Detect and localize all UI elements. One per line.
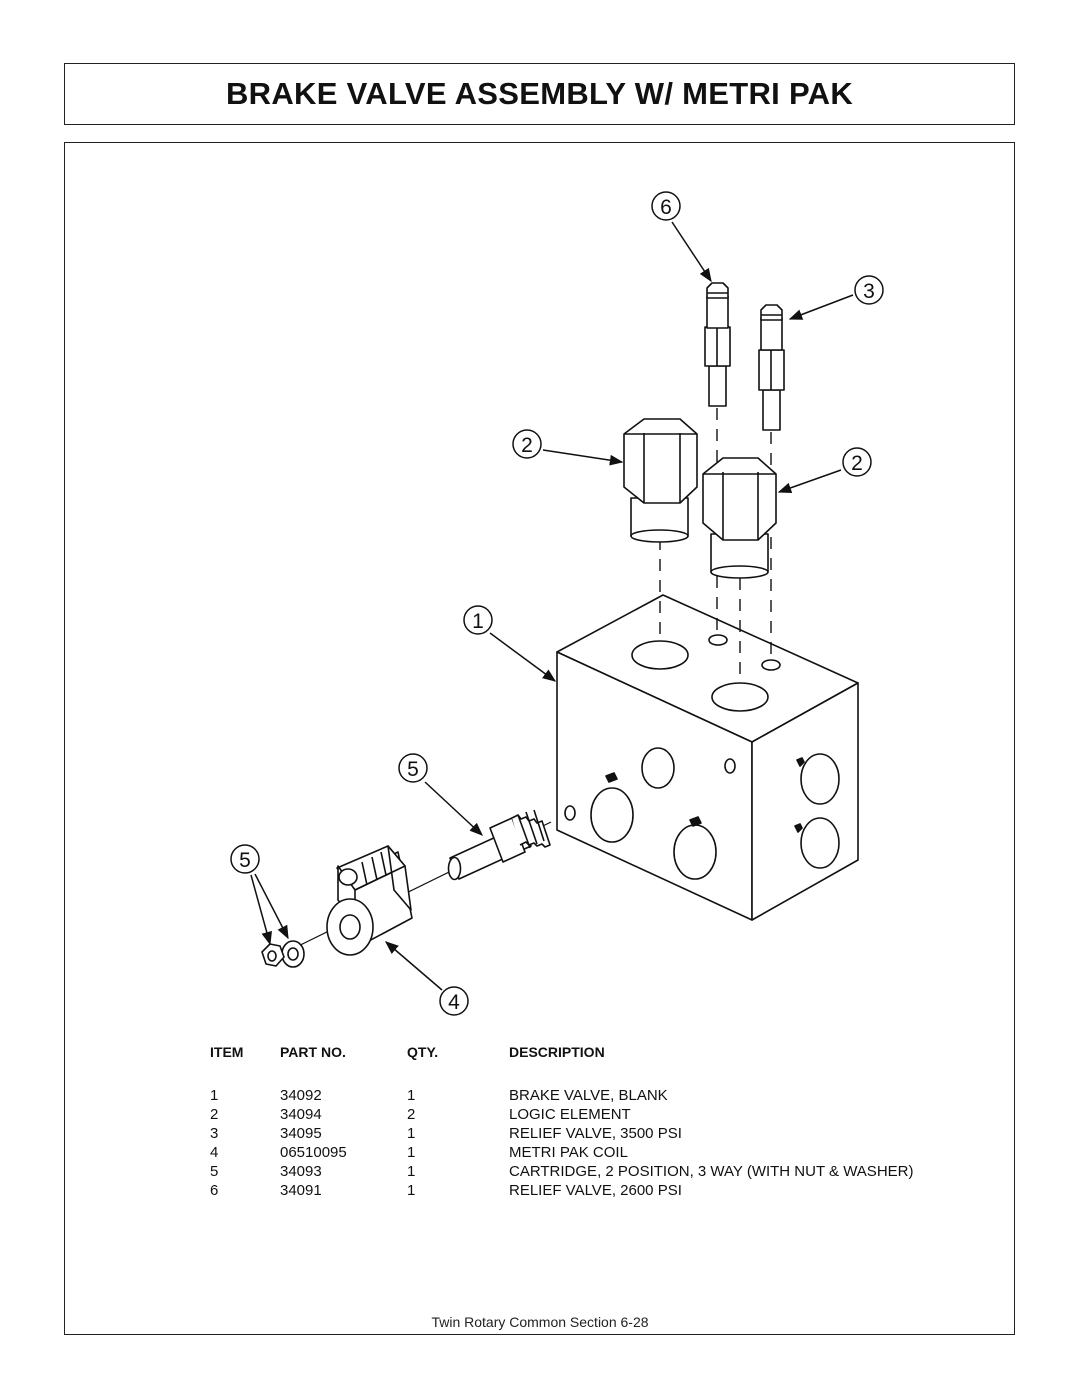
- description-cell: RELIEF VALVE, 3500 PSI: [509, 1125, 682, 1142]
- table-row: [198, 1086, 1009, 1105]
- qty-cell: 2: [407, 1106, 416, 1123]
- washer: [282, 941, 304, 967]
- header-qty: QTY.: [407, 1044, 439, 1060]
- callout-5-cartridge: [399, 754, 482, 835]
- qty-cell: 1: [407, 1144, 416, 1161]
- table-row: [198, 1162, 1009, 1181]
- svg-text:2: 2: [521, 434, 533, 457]
- description-cell: LOGIC ELEMENT: [509, 1106, 631, 1123]
- header-item: ITEM: [210, 1044, 244, 1060]
- part-no-cell: 34095: [280, 1125, 322, 1142]
- relief-valve-6: [705, 283, 730, 406]
- brake-valve-block: [557, 595, 858, 920]
- callout-5-nut-washer: [231, 845, 288, 944]
- qty-cell: 1: [407, 1163, 416, 1180]
- callout-4: [386, 942, 468, 1015]
- table-row: [198, 1105, 1009, 1124]
- svg-text:1: 1: [472, 610, 484, 633]
- header-part-no: PART NO.: [280, 1044, 346, 1060]
- page-footer: Twin Rotary Common Section 6-28: [431, 1314, 649, 1330]
- svg-text:2: 2: [851, 452, 863, 475]
- parts-table-header: [198, 1044, 1009, 1066]
- parts-table: [198, 1044, 1009, 1200]
- item-cell: 3: [210, 1125, 219, 1142]
- page-title: BRAKE VALVE ASSEMBLY W/ METRI PAK: [225, 76, 854, 111]
- item-cell: 2: [210, 1106, 219, 1123]
- table-row: [198, 1143, 1009, 1162]
- header-description: DESCRIPTION: [509, 1044, 605, 1060]
- qty-cell: 1: [407, 1125, 416, 1142]
- qty-cell: 1: [407, 1087, 416, 1104]
- description-cell: BRAKE VALVE, BLANK: [509, 1087, 668, 1104]
- callout-2-right: [779, 448, 871, 492]
- item-cell: 1: [210, 1087, 219, 1104]
- part-no-cell: 06510095: [280, 1144, 347, 1161]
- item-cell: 5: [210, 1163, 219, 1180]
- part-no-cell: 34094: [280, 1106, 322, 1123]
- svg-text:5: 5: [407, 758, 419, 781]
- description-cell: METRI PAK COIL: [509, 1144, 628, 1161]
- description-cell: RELIEF VALVE, 2600 PSI: [509, 1182, 682, 1199]
- svg-text:5: 5: [239, 849, 251, 872]
- cartridge: [449, 810, 551, 880]
- logic-element-left: [624, 419, 697, 542]
- svg-text:3: 3: [863, 280, 875, 303]
- metri-pak-coil: [327, 846, 412, 955]
- table-row: [198, 1124, 1009, 1143]
- nut: [262, 944, 284, 966]
- part-no-cell: 34093: [280, 1163, 322, 1180]
- callout-6: [652, 192, 711, 281]
- item-cell: 6: [210, 1182, 219, 1199]
- svg-text:4: 4: [448, 991, 460, 1014]
- callout-1: [464, 606, 555, 681]
- part-no-cell: 34092: [280, 1087, 322, 1104]
- relief-valve-3: [759, 305, 784, 430]
- part-no-cell: 34091: [280, 1182, 322, 1199]
- svg-text:6: 6: [660, 196, 672, 219]
- qty-cell: 1: [407, 1182, 416, 1199]
- logic-element-right: [703, 458, 776, 578]
- item-cell: 4: [210, 1144, 219, 1161]
- callout-2-left: [513, 430, 622, 462]
- callout-3: [790, 276, 883, 319]
- description-cell: CARTRIDGE, 2 POSITION, 3 WAY (WITH NUT & WASHER): [509, 1163, 914, 1180]
- table-row: [198, 1181, 1009, 1200]
